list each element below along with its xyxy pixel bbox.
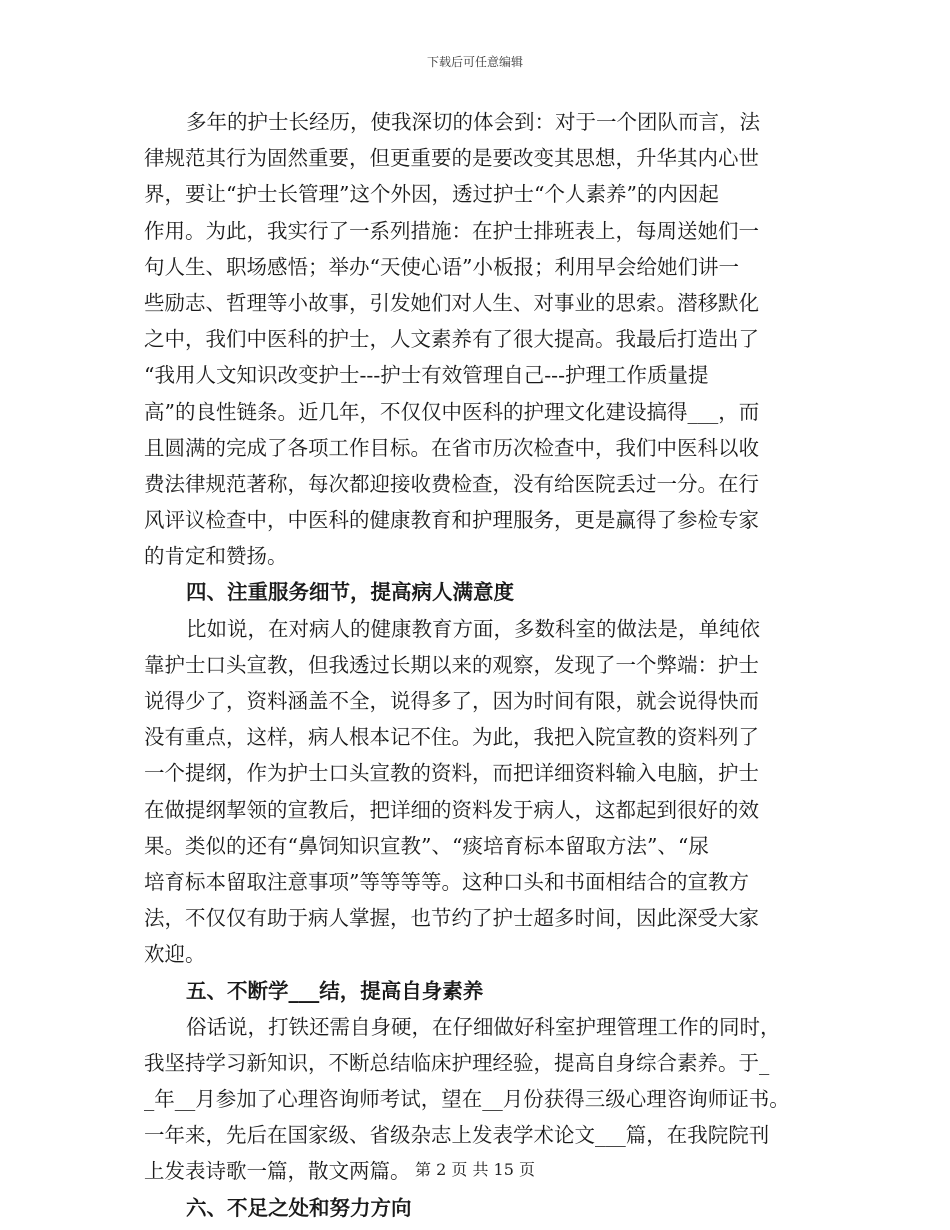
paragraph-line: 一个提纲，作为护士口头宣教的资料，而把详细资料输入电脑，护士 — [144, 761, 759, 786]
paragraph-line: 比如说，在对病人的健康教育方面，多数科室的做法是，单纯依 — [186, 616, 760, 641]
paragraph-line: 些励志、哲理等小故事，引发她们对人生、对事业的思索。潜移默化 — [144, 290, 759, 315]
paragraph-line: “我用人文知识改变护士---护士有效管理自己---护理工作质量提 — [144, 363, 709, 388]
paragraph-line: 之中，我们中医科的护士，人文素养有了很大提高。我最后打造出了 — [144, 327, 759, 352]
paragraph-line: 上发表诗歌一篇，散文两篇。 — [144, 1159, 411, 1184]
document-body — [144, 104, 810, 1226]
paragraph-line: _年__月参加了心理咨询师考试，望在__月份获得三级心理咨询师证书。 — [144, 1087, 790, 1112]
paragraph-line: 俗话说，打铁还需自身硬，在仔细做好科室护理管理工作的同时， — [186, 1014, 781, 1039]
paragraph-line: 风评议检查中，中医科的健康教育和护理服务，更是赢得了参检专家 — [144, 508, 759, 533]
paragraph-line: 法，不仅仅有助于病人掌握，也节约了护士超多时间，因此深受大家 — [144, 906, 759, 931]
section-heading: 六、不足之处和努力方向 — [186, 1195, 412, 1220]
paragraph-line: 句人生、职场感悟；举办“天使心语”小板报；利用早会给她们讲一 — [144, 254, 739, 279]
paragraph-line: 作用。为此，我实行了一系列措施：在护士排班表上，每周送她们一 — [144, 218, 759, 243]
paragraph-line: 律规范其行为固然重要，但更重要的是要改变其思想，升华其内心世 — [144, 146, 759, 171]
paragraph-line: 多年的护士长经历，使我深切的体会到：对于一个团队而言，法 — [186, 110, 760, 134]
paragraph-line: 高”的良性链条。近几年，不仅仅中医科的护理文化建设搞得___，而 — [144, 399, 760, 424]
paragraph-line: 欢迎。 — [144, 942, 206, 967]
paragraph-line: 在做提纲挈领的宣教后，把详细的资料发于病人，这都起到很好的效 — [144, 797, 759, 822]
paragraph-line: 靠护士口头宣教，但我透过长期以来的观察，发现了一个弊端：护士 — [144, 652, 759, 677]
paragraph-line: 的肯定和赞扬。 — [144, 544, 288, 569]
page-header: 下载后可任意编辑 — [426, 55, 523, 69]
paragraph-line: 费法律规范著称，每次都迎接收费检查，没有给医院丢过一分。在行 — [144, 471, 759, 496]
paragraph-line: 说得少了，资料涵盖不全，说得多了，因为时间有限，就会说得快而 — [144, 689, 759, 713]
page-footer: 第 2 页 共 15 页 — [415, 1160, 535, 1179]
paragraph-line: 一年来，先后在国家级、省级杂志上发表学术论文___篇，在我院院刊 — [144, 1123, 770, 1148]
paragraph-line: 我坚持学习新知识，不断总结临床护理经验，提高自身综合素养。于_ — [144, 1050, 770, 1075]
paragraph-line: 没有重点，这样，病人根本记不住。为此，我把入院宣教的资料列了 — [144, 725, 759, 750]
paragraph-line: 果。类似的还有“鼻饲知识宣教”、“痰培育标本留取方法”、“尿 — [144, 833, 709, 858]
section-heading: 五、不断学___结，提高自身素养 — [186, 978, 484, 1003]
paragraph-line: 且圆满的完成了各项工作目标。在省市历次检查中，我们中医科以收 — [144, 435, 759, 460]
paragraph-line: 界，要让“护士长管理”这个外因，透过护士“个人素养”的内因起 — [144, 182, 719, 207]
paragraph-line: 培育标本留取注意事项”等等等等。这种口头和书面相结合的宣教方 — [144, 869, 749, 894]
section-heading: 四、注重服务细节，提高病人满意度 — [186, 580, 514, 605]
